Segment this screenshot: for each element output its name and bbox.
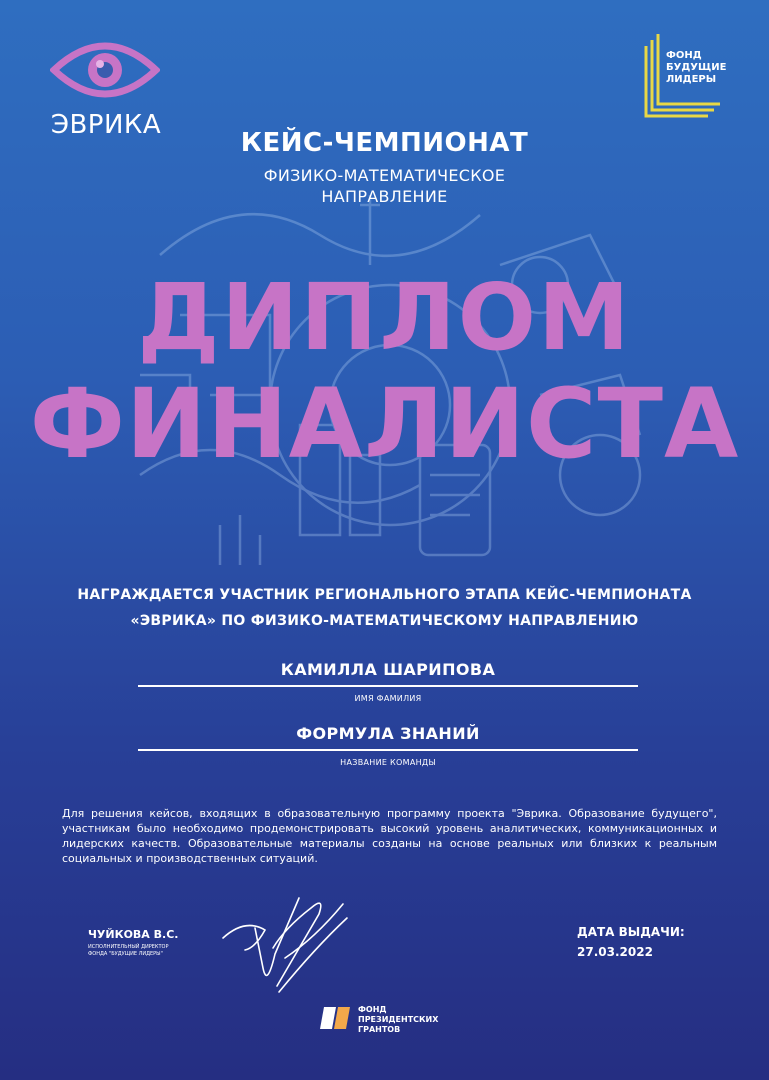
award-statement <box>30 582 739 634</box>
diploma-heading-line: ФИНАЛИСТА <box>29 368 740 480</box>
signer-name: ЧУЙКОВА В.С. <box>88 928 179 941</box>
recipient-name: КАМИЛЛА ШАРИПОВА <box>280 660 496 679</box>
diploma-heading-line: ДИПЛОМ <box>137 264 632 371</box>
logo-line: ФОНД <box>358 1005 387 1014</box>
program-description: Для решения кейсов, входящих в образовательную программу проекта "Эврика. Образование будущего", участникам было необходимо продемонстрировать высокий уровень аналитических, коммуникационных и лидерских качеств. Образовательные материалы созданы на основе реальных или близких к реальным социальных и производственных ситуаций. <box>62 807 717 865</box>
signer-role-line: ФОНДА "БУДУЩИЕ ЛИДЕРЫ" <box>88 951 163 957</box>
eureka-logo <box>46 40 166 140</box>
logo-line: ФОНД <box>666 50 702 61</box>
subtitle-line: НАПРАВЛЕНИЕ <box>321 187 448 206</box>
logo-line: ПРЕЗИДЕНТСКИХ <box>358 1015 439 1024</box>
team-name: ФОРМУЛА ЗНАНИЙ <box>296 724 480 743</box>
divider <box>138 749 638 751</box>
grants-logo-icon <box>320 1003 354 1033</box>
recipient-name-caption: ИМЯ ФАМИЛИЯ <box>354 694 422 703</box>
championship-title: КЕЙС-ЧЕМПИОНАТ <box>240 128 529 158</box>
issue-date-label: ДАТА ВЫДАЧИ: <box>577 925 685 939</box>
signer-role <box>88 944 198 958</box>
logo-line: ГРАНТОВ <box>358 1025 401 1034</box>
divider <box>138 685 638 687</box>
issue-date: 27.03.2022 <box>577 945 653 959</box>
eureka-logo-text: ЭВРИКА <box>50 110 162 140</box>
team-name-caption: НАЗВАНИЕ КОМАНДЫ <box>340 758 436 767</box>
presidential-grants-logo <box>320 1003 470 1043</box>
eye-logo-icon <box>50 40 160 100</box>
logo-line: ЛИДЕРЫ <box>666 74 717 85</box>
future-leaders-logo-text <box>666 50 726 86</box>
handwritten-signature <box>215 888 355 1000</box>
signer-block <box>88 928 198 958</box>
logo-line: БУДУЩИЕ <box>666 62 727 73</box>
award-line: НАГРАЖДАЕТСЯ УЧАСТНИК РЕГИОНАЛЬНОГО ЭТАПА КЕЙС-ЧЕМПИОНАТА <box>77 587 692 603</box>
issue-date-block <box>577 925 707 959</box>
direction-subtitle <box>0 165 769 207</box>
team-name-field <box>138 724 638 767</box>
future-leaders-logo <box>642 30 727 126</box>
diploma-heading <box>0 264 769 480</box>
award-line: «ЭВРИКА» ПО ФИЗИКО-МАТЕМАТИЧЕСКОМУ НАПРАВЛЕНИЮ <box>130 613 639 629</box>
subtitle-line: ФИЗИКО-МАТЕМАТИЧЕСКОЕ <box>263 166 506 185</box>
signer-role-line: ИСПОЛНИТЕЛЬНЫЙ ДИРЕКТОР <box>88 944 169 950</box>
recipient-name-field <box>138 660 638 703</box>
grants-logo-text <box>358 1005 468 1035</box>
